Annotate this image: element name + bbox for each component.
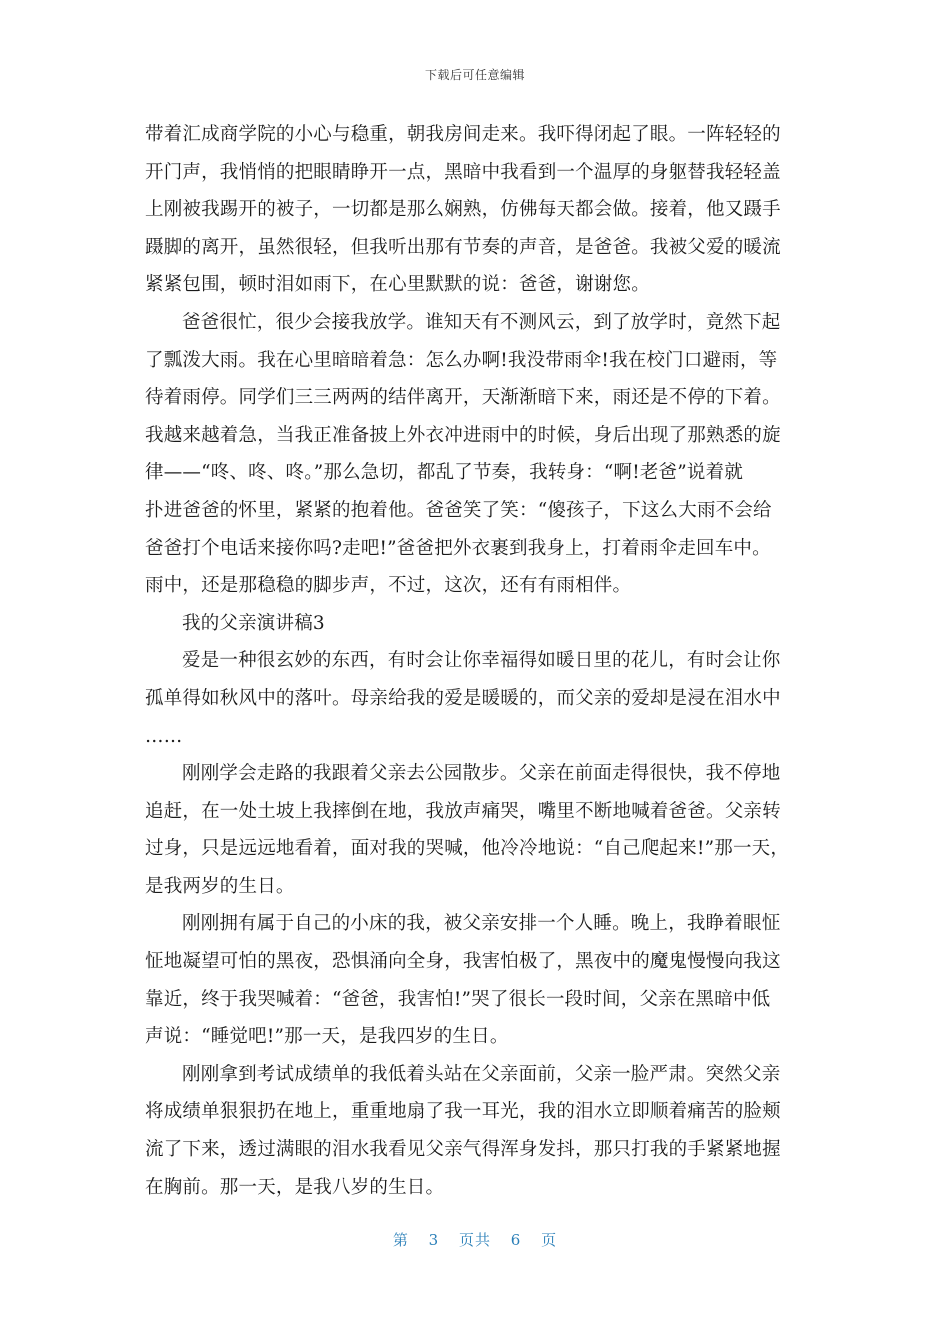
text-line: 爸爸很忙，很少会接我放学。谁知天有不测风云，到了放学时，竟然下起 [182,311,781,333]
text-line: 靠近，终于我哭喊着：“爸爸，我害怕!”哭了很长一段时间，父亲在黑暗中低 [145,988,771,1010]
text-line: 上刚被我踢开的被子，一切都是那么娴熟，仿佛每天都会做。接着，他又蹑手 [145,199,781,221]
text-line: 刚刚拿到考试成绩单的我低着头站在父亲面前，父亲一脸严肃。突然父亲 [182,1063,781,1085]
text-line: 雨中，还是那稳稳的脚步声，不过，这次，还有有雨相伴。 [145,575,632,597]
footer-total-pages: 6 [510,1231,522,1249]
text-line: 刚刚学会走路的我跟着父亲去公园散步。父亲在前面走得很快，我不停地 [182,763,781,785]
text-line: 孤单得如秋风中的落叶。母亲给我的爱是暖暖的，而父亲的爱却是浸在泪水中 [145,687,781,709]
text-line: 爱是一种很玄妙的东西，有时会让你幸福得如暖日里的花儿，有时会让你 [182,650,781,672]
text-line: 怔地凝望可怕的黑夜，恐惧涌向全身，我害怕极了，黑夜中的魔鬼慢慢向我这 [145,951,781,973]
text-line: 刚刚拥有属于自己的小床的我，被父亲安排一个人睡。晚上，我睁着眼怔 [182,913,781,935]
text-line: 过身，只是远远地看着，面对我的哭喊，他冷冷地说：“自己爬起来!”那一天， [145,838,790,860]
text-line: 紧紧包围，顿时泪如雨下，在心里默默的说：爸爸，谢谢您。 [145,274,650,296]
page-footer [0,1229,950,1250]
text-line: 追赶，在一处土坡上我摔倒在地，我放声痛哭，嘴里不断地喊着爸爸。父亲转 [145,800,781,822]
footer-page-number: 3 [428,1231,440,1249]
text-line: 声说：“睡觉吧!”那一天，是我四岁的生日。 [145,1026,509,1048]
text-line: 是我两岁的生日。 [145,875,295,897]
text-line: 将成绩单狠狠扔在地上，重重地扇了我一耳光，我的泪水立即顺着痛苦的脸颊 [145,1101,781,1123]
text-line: 爸爸打个电话来接你吗?走吧!”爸爸把外衣裹到我身上，打着雨伞走回车中。 [145,537,771,559]
text-line: 待着雨停。同学们三三两两的结伴离开，天渐渐暗下来，雨还是不停的下着。 [145,387,781,409]
footer-prefix: 第 [392,1231,409,1249]
text-line: 我越来越着急，当我正准备披上外衣冲进雨中的时候，身后出现了那熟悉的旋 [145,424,781,446]
footer-middle: 页共 [458,1231,491,1249]
document-body [145,116,810,1206]
text-line: …… [145,725,183,747]
text-line: 开门声，我悄悄的把眼睛睁开一点，黑暗中我看到一个温厚的身躯替我轻轻盖 [145,161,781,183]
text-line: 在胸前。那一天，是我八岁的生日。 [145,1176,445,1198]
page-header: 下载后可任意编辑 [424,68,525,82]
text-line: 了瓢泼大雨。我在心里暗暗着急：怎么办啊!我没带雨伞!我在校门口避雨，等 [145,349,778,371]
text-line: 流了下来，透过满眼的泪水我看见父亲气得浑身发抖，那只打我的手紧紧地握 [145,1139,781,1161]
text-line: 带着汇成商学院的小心与稳重，朝我房间走来。我吓得闭起了眼。一阵轻轻的 [145,124,781,145]
text-line: 扑进爸爸的怀里，紧紧的抱着他。爸爸笑了笑：“傻孩子，下这么大雨不会给 [145,499,772,521]
text-line: 我的父亲演讲稿3 [182,612,325,634]
text-line: 律——“咚、咚、咚。”那么急切，都乱了节奏，我转身：“啊!老爸”说着就 [145,462,744,484]
footer-suffix: 页 [541,1231,558,1249]
text-line: 蹑脚的离开，虽然很轻，但我听出那有节奏的声音，是爸爸。我被父爱的暖流 [145,236,781,258]
